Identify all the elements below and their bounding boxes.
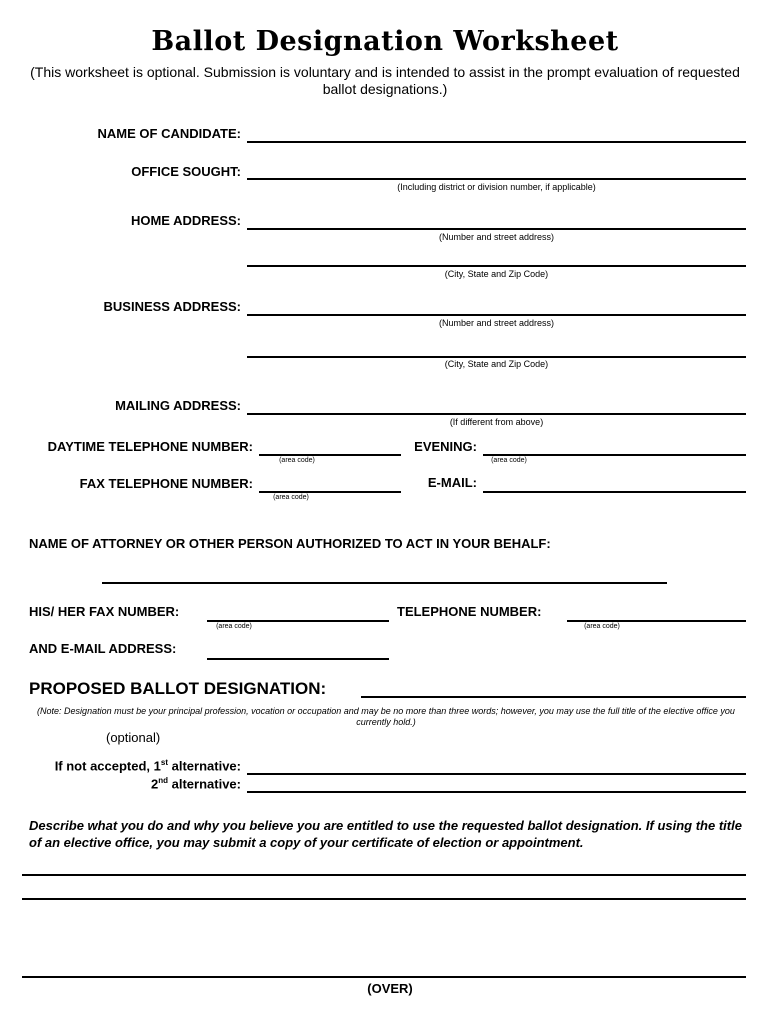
daytime-phone-label: DAYTIME TELEPHONE NUMBER:: [47, 439, 253, 454]
attorney-email-field[interactable]: [207, 658, 389, 660]
alternative-1-label: If not accepted, 1st alternative:: [54, 758, 241, 774]
mailing-address-field[interactable]: [247, 413, 746, 415]
office-sought-hint: (Including district or division number, if applicable): [397, 182, 596, 192]
fax-phone-label: FAX TELEPHONE NUMBER:: [79, 476, 253, 491]
home-street-hint: (Number and street address): [438, 232, 555, 242]
attorney-phone-label: TELEPHONE NUMBER:: [397, 604, 542, 619]
candidate-name-field[interactable]: [247, 141, 746, 143]
alternative-2-field[interactable]: [247, 791, 746, 793]
attorney-email-label: AND E-MAIL ADDRESS:: [29, 641, 177, 656]
home-city-field[interactable]: [247, 265, 746, 267]
attorney-fax-label: HIS/ HER FAX NUMBER:: [29, 604, 180, 619]
office-sought-label: OFFICE SOUGHT:: [131, 164, 241, 179]
business-city-hint: (City, State and Zip Code): [444, 359, 549, 369]
home-city-hint: (City, State and Zip Code): [444, 269, 549, 279]
daytime-phone-field[interactable]: [259, 454, 401, 456]
office-sought-field[interactable]: [247, 178, 746, 180]
fax-area-code-hint: (area code): [273, 494, 309, 501]
attorney-fax-area-code-hint: (area code): [216, 623, 252, 630]
mailing-address-label: MAILING ADDRESS:: [115, 398, 241, 413]
email-label: E-MAIL:: [427, 475, 477, 490]
daytime-area-code-hint: (area code): [279, 457, 315, 464]
attorney-phone-area-code-hint: (area code): [584, 623, 620, 630]
attorney-fax-field[interactable]: [207, 620, 389, 622]
home-street-field[interactable]: [247, 228, 746, 230]
evening-phone-field[interactable]: [483, 454, 746, 456]
over-label: (OVER): [367, 981, 413, 996]
attorney-name-field[interactable]: [102, 582, 667, 584]
describe-instructions: Describe what you do and why you believe you are entitled to use the requested ballot designation. If using the title of an elective office, you may submit a copy of your certificate of election or appointment.: [29, 818, 742, 850]
describe-line-2[interactable]: [22, 898, 746, 900]
alternative-1-field[interactable]: [247, 773, 746, 775]
ballot-designation-note: (Note: Designation must be your principal profession, vocation or occupation and may be no more than three words; however, you may use the full title of the elective office you currently hold.): [37, 706, 735, 727]
page-subtitle: (This worksheet is optional. Submission is voluntary and is intended to assist in the prompt evaluation of requested ballot designations.): [30, 64, 740, 97]
evening-area-code-hint: (area code): [491, 457, 527, 464]
describe-line-3[interactable]: [22, 976, 746, 978]
business-address-label: BUSINESS ADDRESS:: [103, 299, 241, 314]
business-city-field[interactable]: [247, 356, 746, 358]
ballot-designation-field[interactable]: [361, 696, 746, 698]
home-address-label: HOME ADDRESS:: [130, 213, 241, 228]
optional-label: (optional): [106, 730, 161, 745]
alternative-2-label: 2nd alternative:: [151, 776, 241, 792]
business-street-hint: (Number and street address): [438, 318, 555, 328]
fax-phone-field[interactable]: [259, 491, 401, 493]
mailing-address-hint: (If different from above): [449, 417, 544, 427]
email-field[interactable]: [483, 491, 746, 493]
attorney-phone-field[interactable]: [567, 620, 746, 622]
evening-phone-label: EVENING:: [414, 439, 477, 454]
describe-line-1[interactable]: [22, 874, 746, 876]
page-title: Ballot Designation Worksheet: [151, 26, 619, 57]
business-street-field[interactable]: [247, 314, 746, 316]
ballot-designation-heading: PROPOSED BALLOT DESIGNATION:: [29, 679, 327, 698]
candidate-name-label: NAME OF CANDIDATE:: [97, 126, 241, 141]
attorney-heading: NAME OF ATTORNEY OR OTHER PERSON AUTHORIZED TO ACT IN YOUR BEHALF:: [29, 536, 551, 551]
